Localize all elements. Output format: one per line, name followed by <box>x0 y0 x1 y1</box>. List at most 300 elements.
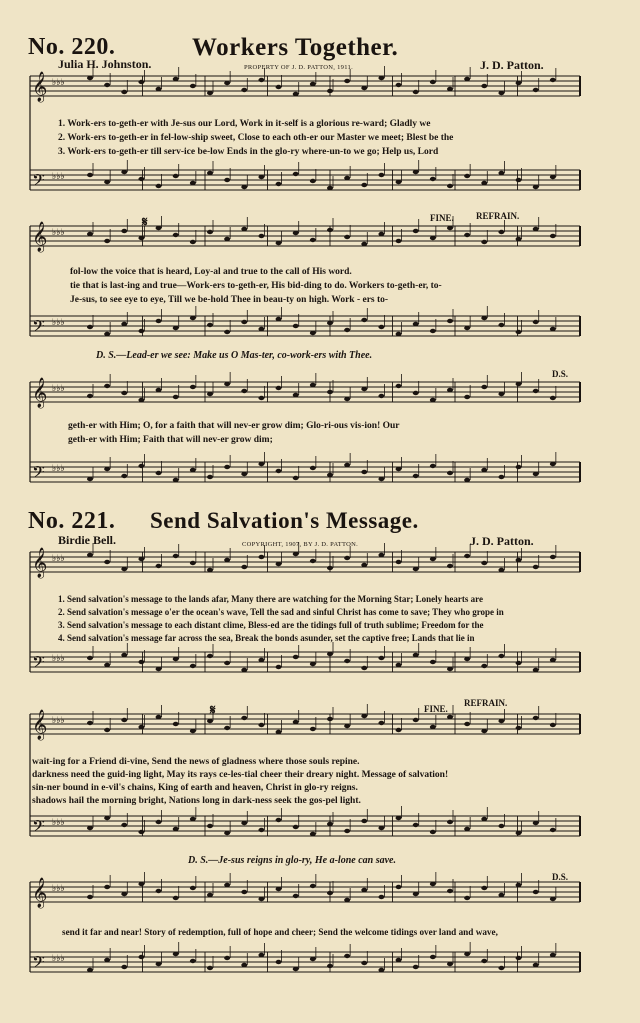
note-head-icon <box>87 968 93 972</box>
note-head-icon <box>258 234 264 238</box>
note-head-icon <box>87 656 93 660</box>
hymn-title: Send Salvation's Message. <box>150 508 419 533</box>
verse-line: Je-sus, to see eye to eye, Till we be-hold Thee in beau-ty on high. Work - ers to- <box>70 295 389 305</box>
note-head-icon <box>276 665 282 669</box>
note-head-icon <box>258 555 264 559</box>
treble-clef-icon: 𝄞 <box>32 378 48 408</box>
note-head-icon <box>310 82 316 86</box>
note-head-icon <box>276 317 282 321</box>
ds-text: D. S.—Je-sus reigns in glo-ry, He a-lone can save. <box>188 855 396 866</box>
note-head-icon <box>121 718 127 722</box>
note-head-icon <box>430 660 436 664</box>
note-head-icon <box>378 173 384 177</box>
note-head-icon <box>378 826 384 830</box>
note-head-icon <box>173 722 179 726</box>
note-head-icon <box>361 242 367 246</box>
note-head-icon <box>241 389 247 393</box>
note-head-icon <box>481 181 487 185</box>
note-head-icon <box>156 820 162 824</box>
treble-clef-icon: 𝄞 <box>32 72 48 102</box>
note-head-icon <box>396 83 402 87</box>
note-head-icon <box>361 318 367 322</box>
note-head-icon <box>344 463 350 467</box>
note-head-icon <box>173 174 179 178</box>
note-head-icon <box>430 236 436 240</box>
note-head-icon <box>464 326 470 330</box>
note-head-icon <box>361 666 367 670</box>
note-head-icon <box>190 959 196 963</box>
note-head-icon <box>498 323 504 327</box>
note-head-icon <box>207 323 213 327</box>
note-head-icon <box>104 384 110 388</box>
key-signature-icon: ♭♭♭ <box>52 464 65 474</box>
note-head-icon <box>481 959 487 963</box>
note-head-icon <box>293 552 299 556</box>
note-head-icon <box>190 468 196 472</box>
note-head-icon <box>293 894 299 898</box>
note-head-icon <box>413 653 419 657</box>
note-head-icon <box>121 170 127 174</box>
note-head-icon <box>327 89 333 93</box>
bass-clef-icon: 𝄢 <box>32 816 45 840</box>
note-head-icon <box>516 883 522 887</box>
note-head-icon <box>516 178 522 182</box>
bass-clef-icon: 𝄢 <box>32 462 45 486</box>
note-head-icon <box>276 182 282 186</box>
note-head-icon <box>104 728 110 732</box>
note-head-icon <box>258 828 264 832</box>
ds-text: D. S.—Lead-er we see: Make us O Mas-ter, co-work-ers with Thee. <box>96 350 373 361</box>
note-head-icon <box>138 329 144 333</box>
note-head-icon <box>344 898 350 902</box>
note-head-icon <box>344 79 350 83</box>
note-head-icon <box>344 235 350 239</box>
note-head-icon <box>87 325 93 329</box>
note-head-icon <box>156 471 162 475</box>
note-head-icon <box>396 816 402 820</box>
treble-clef-icon: 𝄞 <box>32 878 48 908</box>
refrain-mark: REFRAIN. <box>476 211 520 221</box>
note-head-icon <box>104 560 110 564</box>
note-head-icon <box>378 325 384 329</box>
note-head-icon <box>156 319 162 323</box>
note-head-icon <box>464 952 470 956</box>
note-head-icon <box>258 327 264 331</box>
note-head-icon <box>241 716 247 720</box>
note-head-icon <box>550 396 556 400</box>
note-head-icon <box>327 321 333 325</box>
note-head-icon <box>138 557 144 561</box>
treble-clef-icon: 𝄞 <box>32 548 48 578</box>
verse-line: shadows hail the morning bright, Nations long in dark-ness seek the gos-pel light. <box>32 796 361 806</box>
note-head-icon <box>207 230 213 234</box>
note-head-icon <box>533 565 539 569</box>
note-head-icon <box>516 661 522 665</box>
verse-line: send it far and near! Story of redemption, full of hope and cheer; Send the welcome tidings over land and wave, <box>62 927 498 937</box>
note-head-icon <box>361 387 367 391</box>
note-head-icon <box>481 84 487 88</box>
note-head-icon <box>207 392 213 396</box>
note-head-icon <box>327 186 333 190</box>
note-head-icon <box>396 332 402 336</box>
note-head-icon <box>327 473 333 477</box>
note-head-icon <box>464 554 470 558</box>
verse-line: 1. Send salvation's message to the lands afar, Many there are watching for the Morning Star; Lonely hearts are <box>58 594 483 604</box>
note-head-icon <box>138 464 144 468</box>
note-head-icon <box>516 956 522 960</box>
note-head-icon <box>396 467 402 471</box>
note-head-icon <box>87 232 93 236</box>
note-head-icon <box>481 385 487 389</box>
note-head-icon <box>258 897 264 901</box>
note-head-icon <box>344 954 350 958</box>
note-head-icon <box>207 654 213 658</box>
note-head-icon <box>344 829 350 833</box>
note-head-icon <box>87 76 93 80</box>
note-head-icon <box>293 393 299 397</box>
note-head-icon <box>430 177 436 181</box>
note-head-icon <box>447 226 453 230</box>
note-head-icon <box>276 241 282 245</box>
note-head-icon <box>344 397 350 401</box>
verse-line: 4. Send salvation's message far across the sea, Break the bonds asunder, set the captive free; Lands that lie in <box>58 633 475 643</box>
key-signature-icon: ♭♭♭ <box>52 172 65 182</box>
note-head-icon <box>258 396 264 400</box>
note-head-icon <box>498 475 504 479</box>
verse-line: 3. Send salvation's message to each distant clime, Bless-ed are the tidings full of truth sublime; Freedom for the <box>58 620 484 630</box>
note-head-icon <box>241 88 247 92</box>
note-head-icon <box>550 555 556 559</box>
note-head-icon <box>378 553 384 557</box>
note-head-icon <box>327 652 333 656</box>
note-head-icon <box>121 90 127 94</box>
note-head-icon <box>293 92 299 96</box>
note-head-icon <box>173 233 179 237</box>
note-head-icon <box>533 88 539 92</box>
note-head-icon <box>361 961 367 965</box>
note-head-icon <box>138 830 144 834</box>
segno-mark: 𝄋 <box>142 214 148 229</box>
key-signature-icon: ♭♭♭ <box>52 318 65 328</box>
note-head-icon <box>327 566 333 570</box>
note-head-icon <box>241 320 247 324</box>
note-head-icon <box>516 831 522 835</box>
note-head-icon <box>190 561 196 565</box>
note-head-icon <box>344 724 350 728</box>
note-head-icon <box>498 230 504 234</box>
note-head-icon <box>550 327 556 331</box>
note-head-icon <box>104 816 110 820</box>
note-head-icon <box>207 719 213 723</box>
note-head-icon <box>293 476 299 480</box>
key-signature-icon: ♭♭♭ <box>52 954 65 964</box>
ds-mark: D.S. <box>552 369 569 379</box>
note-head-icon <box>104 332 110 336</box>
note-head-icon <box>516 81 522 85</box>
note-head-icon <box>258 462 264 466</box>
note-head-icon <box>121 322 127 326</box>
note-head-icon <box>447 184 453 188</box>
note-head-icon <box>190 84 196 88</box>
note-head-icon <box>224 831 230 835</box>
note-head-icon <box>207 171 213 175</box>
note-head-icon <box>293 825 299 829</box>
note-head-icon <box>533 668 539 672</box>
note-head-icon <box>310 466 316 470</box>
note-head-icon <box>361 563 367 567</box>
note-head-icon <box>498 966 504 970</box>
note-head-icon <box>104 239 110 243</box>
note-head-icon <box>104 180 110 184</box>
note-head-icon <box>241 185 247 189</box>
bass-clef-icon: 𝄢 <box>32 652 45 676</box>
note-head-icon <box>121 823 127 827</box>
note-head-icon <box>447 388 453 392</box>
note-head-icon <box>550 175 556 179</box>
note-head-icon <box>464 896 470 900</box>
note-head-icon <box>121 892 127 896</box>
key-signature-icon: ♭♭♭ <box>52 884 65 894</box>
note-head-icon <box>293 231 299 235</box>
note-head-icon <box>516 465 522 469</box>
note-head-icon <box>464 827 470 831</box>
note-head-icon <box>258 658 264 662</box>
note-head-icon <box>190 729 196 733</box>
note-head-icon <box>87 477 93 481</box>
note-head-icon <box>87 394 93 398</box>
note-head-icon <box>378 76 384 80</box>
note-head-icon <box>327 390 333 394</box>
note-head-icon <box>413 823 419 827</box>
verse-line: darkness need the guid-ing light, May its rays ce-les-tial cheer their dreary night. Message of salvation! <box>32 770 449 780</box>
note-head-icon <box>464 77 470 81</box>
note-head-icon <box>138 882 144 886</box>
note-head-icon <box>224 237 230 241</box>
note-head-icon <box>498 719 504 723</box>
composer: J. D. Patton. <box>470 534 534 548</box>
note-head-icon <box>121 965 127 969</box>
hymn-number: No. 221. <box>28 508 116 534</box>
note-head-icon <box>224 465 230 469</box>
verse-line: sin-ner bound in e-vil's chains, King of earth and heaven, Christ in glo-ry reigns. <box>32 783 358 793</box>
note-head-icon <box>258 723 264 727</box>
note-head-icon <box>516 382 522 386</box>
note-head-icon <box>430 80 436 84</box>
note-head-icon <box>173 77 179 81</box>
note-head-icon <box>104 885 110 889</box>
note-head-icon <box>447 820 453 824</box>
note-head-icon <box>224 382 230 386</box>
note-head-icon <box>207 893 213 897</box>
note-head-icon <box>361 86 367 90</box>
note-head-icon <box>190 385 196 389</box>
note-head-icon <box>361 888 367 892</box>
note-head-icon <box>430 398 436 402</box>
note-head-icon <box>276 386 282 390</box>
fine-mark: FINE. <box>424 704 448 714</box>
verse-line: geth-er with Him; O, for a faith that will nev-er grow dim; Glo-ri-ous vis-ion! Our <box>68 421 400 431</box>
note-head-icon <box>156 87 162 91</box>
note-head-icon <box>378 721 384 725</box>
note-head-icon <box>396 728 402 732</box>
note-head-icon <box>533 227 539 231</box>
note-head-icon <box>361 714 367 718</box>
note-head-icon <box>516 726 522 730</box>
note-head-icon <box>156 962 162 966</box>
note-head-icon <box>310 957 316 961</box>
verse-line: wait-ing for a Friend di-vine, Send the news of gladness where those souls repine. <box>32 757 360 767</box>
note-head-icon <box>413 567 419 571</box>
note-head-icon <box>87 553 93 557</box>
note-head-icon <box>276 818 282 822</box>
note-head-icon <box>413 892 419 896</box>
note-head-icon <box>224 330 230 334</box>
note-head-icon <box>464 174 470 178</box>
note-head-icon <box>138 660 144 664</box>
note-head-icon <box>276 562 282 566</box>
note-head-icon <box>481 664 487 668</box>
note-head-icon <box>413 322 419 326</box>
note-head-icon <box>430 557 436 561</box>
note-head-icon <box>430 830 436 834</box>
note-head-icon <box>121 653 127 657</box>
note-head-icon <box>327 717 333 721</box>
note-head-icon <box>258 175 264 179</box>
note-head-icon <box>224 726 230 730</box>
note-head-icon <box>224 883 230 887</box>
note-head-icon <box>498 824 504 828</box>
verse-line: 3. Work-ers to-geth-er till serv-ice be-low Ends in the glo-ry where-un-to we go; Help us, Lord <box>58 147 439 157</box>
note-head-icon <box>293 172 299 176</box>
note-head-icon <box>224 178 230 182</box>
note-head-icon <box>550 897 556 901</box>
note-head-icon <box>87 826 93 830</box>
note-head-icon <box>276 960 282 964</box>
note-head-icon <box>310 727 316 731</box>
note-head-icon <box>430 329 436 333</box>
note-head-icon <box>104 663 110 667</box>
note-head-icon <box>121 391 127 395</box>
note-head-icon <box>361 819 367 823</box>
hymn-number: No. 220. <box>28 34 116 60</box>
note-head-icon <box>173 478 179 482</box>
note-head-icon <box>173 827 179 831</box>
note-head-icon <box>413 474 419 478</box>
fine-mark: FINE. <box>430 213 454 223</box>
note-head-icon <box>447 87 453 91</box>
note-head-icon <box>550 234 556 238</box>
note-head-icon <box>396 384 402 388</box>
note-head-icon <box>344 659 350 663</box>
note-head-icon <box>447 715 453 719</box>
key-signature-icon: ♭♭♭ <box>52 78 65 88</box>
note-head-icon <box>276 887 282 891</box>
note-head-icon <box>396 180 402 184</box>
note-head-icon <box>121 567 127 571</box>
note-head-icon <box>464 657 470 661</box>
note-head-icon <box>498 392 504 396</box>
note-head-icon <box>481 561 487 565</box>
note-head-icon <box>156 715 162 719</box>
note-head-icon <box>173 657 179 661</box>
key-signature-icon: ♭♭♭ <box>52 384 65 394</box>
note-head-icon <box>190 886 196 890</box>
note-head-icon <box>413 391 419 395</box>
key-signature-icon: ♭♭♭ <box>52 716 65 726</box>
note-head-icon <box>378 968 384 972</box>
note-head-icon <box>550 78 556 82</box>
note-head-icon <box>190 181 196 185</box>
note-head-icon <box>481 886 487 890</box>
note-head-icon <box>156 667 162 671</box>
verse-line: tie that is last-ing and true—Work-ers to-geth-er, His bid-ding to do. Workers to-geth-er, to- <box>70 281 442 291</box>
note-head-icon <box>224 956 230 960</box>
note-head-icon <box>87 721 93 725</box>
note-head-icon <box>498 568 504 572</box>
note-head-icon <box>293 967 299 971</box>
note-head-icon <box>156 184 162 188</box>
note-head-icon <box>344 328 350 332</box>
note-head-icon <box>310 884 316 888</box>
verse-line: geth-er with Him; Faith that will nev-er grow dim; <box>68 435 273 445</box>
note-head-icon <box>241 565 247 569</box>
note-head-icon <box>310 383 316 387</box>
note-head-icon <box>87 895 93 899</box>
note-head-icon <box>550 658 556 662</box>
author: Birdie Bell. <box>58 533 116 547</box>
treble-clef-icon: 𝄞 <box>32 710 48 740</box>
note-head-icon <box>430 464 436 468</box>
note-head-icon <box>190 817 196 821</box>
note-head-icon <box>276 730 282 734</box>
verse-line: fol-low the voice that is heard, Loy-al and true to the call of His word. <box>70 267 352 277</box>
note-head-icon <box>241 821 247 825</box>
note-head-icon <box>190 316 196 320</box>
verse-line: 1. Work-ers to-geth-er with Je-sus our Lord, Work in it-self is a glorious re-ward; Gladly we <box>58 119 431 129</box>
treble-clef-icon: 𝄞 <box>32 222 48 252</box>
note-head-icon <box>413 170 419 174</box>
bass-clef-icon: 𝄢 <box>32 952 45 976</box>
note-head-icon <box>413 718 419 722</box>
note-head-icon <box>481 729 487 733</box>
verse-line: 2. Work-ers to-geth-er in fel-low-ship sweet, Close to each oth-er our Master we meet; Blest be the <box>58 133 454 143</box>
note-head-icon <box>378 656 384 660</box>
note-head-icon <box>464 722 470 726</box>
note-head-icon <box>344 176 350 180</box>
note-head-icon <box>207 91 213 95</box>
note-head-icon <box>310 662 316 666</box>
note-head-icon <box>464 478 470 482</box>
key-signature-icon: ♭♭♭ <box>52 228 65 238</box>
note-head-icon <box>241 890 247 894</box>
note-head-icon <box>396 239 402 243</box>
note-head-icon <box>104 467 110 471</box>
note-head-icon <box>104 958 110 962</box>
note-head-icon <box>498 171 504 175</box>
note-head-icon <box>413 965 419 969</box>
note-head-icon <box>464 395 470 399</box>
note-head-icon <box>293 720 299 724</box>
note-head-icon <box>447 471 453 475</box>
note-head-icon <box>173 952 179 956</box>
note-head-icon <box>378 232 384 236</box>
note-head-icon <box>361 183 367 187</box>
note-head-icon <box>104 83 110 87</box>
note-head-icon <box>138 398 144 402</box>
note-head-icon <box>207 568 213 572</box>
note-head-icon <box>396 885 402 889</box>
bass-clef-icon: 𝄢 <box>32 170 45 194</box>
